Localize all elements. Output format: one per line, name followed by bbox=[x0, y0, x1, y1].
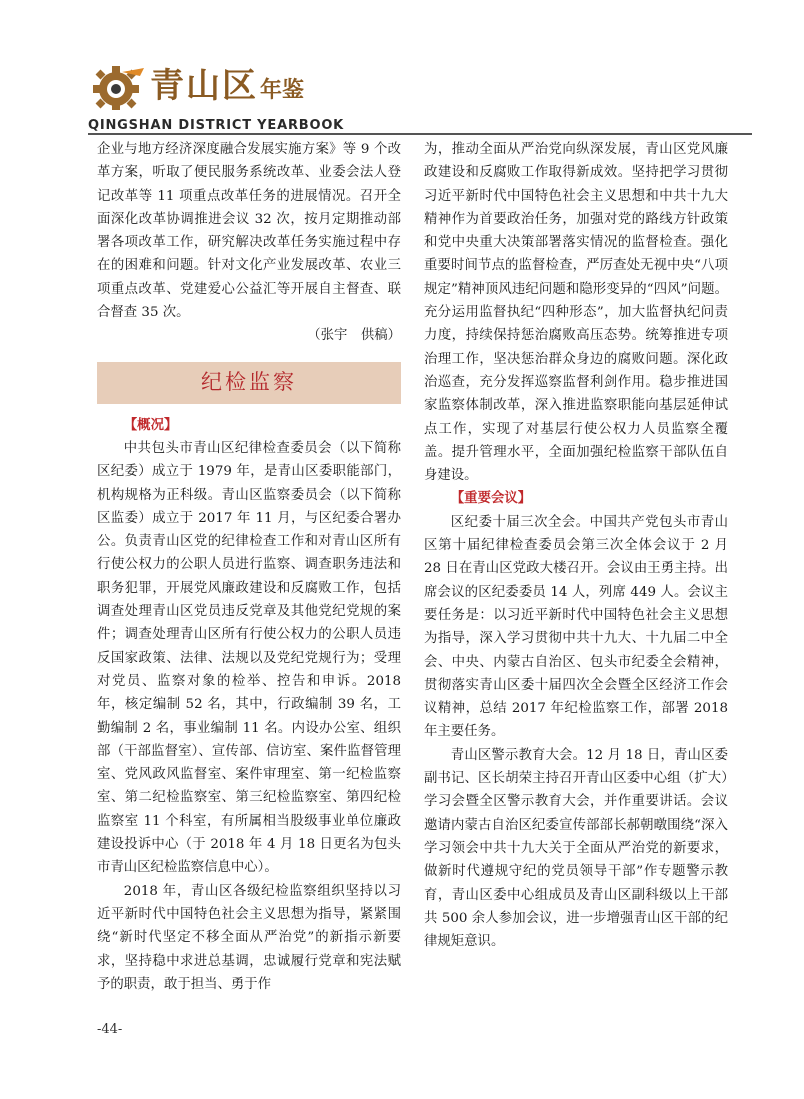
yearbook-title-en: QINGSHAN DISTRICT YEARBOOK bbox=[88, 118, 345, 133]
section-title-box bbox=[97, 362, 401, 404]
yearbook-title-cn: 青山区 bbox=[150, 66, 258, 106]
right-paragraph-1: 为，推动全面从严治党向纵深发展，青山区党风廉政建设和反腐败工作取得新成效。坚持把学习贯彻习近平新时代中国特色社会主义思想和中共十九大精神作为首要政治任务，加强对党的路线方针政策和党中央重大决策部署落实情况的监督检查。强化重要时间节点的监督检查，严厉查处无视中央“八项规定”精神顶风违纪问题和隐形变异的“四风”问题。充分运用监督执纪“四种形态”，加大监督执纪问责力度，持续保持惩治腐败高压态势。统筹推进专项治理工作，坚决惩治群众身边的腐败问题。深化政治巡查，充分发挥巡察监督利剑作用。稳步推进国家监察体制改革，深入推进监察职能向基层延伸试点工作，实现了对基层行使公权力人员监察全覆盖。提升管理水平，全面加强纪检监察干部队伍自身建设。 bbox=[424, 142, 728, 484]
right-paragraph-2: 区纪委十届三次全会。中国共产党包头市青山区第十届纪律检查委员会第三次全体会议于 2 月 28 日在青山区党政大楼召开。会议由王勇主持。出席会议的区纪委委员 14 人，列席 449 人。会议主要任务是：以习近平新时代中国特色社会主义思想为指导，深入学习贯彻中共十九大、十九届二中全会、中央、内蒙古自治区、包头市纪委全会精神，贯彻落实青山区委十届四次全会暨全区经济工作会议精神，总结 2017 年纪检监察工作，部署 2018 年主要任务。 bbox=[424, 514, 728, 740]
left-paragraph-1: 企业与地方经济深度融合发展实施方案》等 9 个改革方案，听取了便民服务系统改革、业委会法人登记改革等 11 项重点改革任务的进展情况。召开全面深化改革协调推进会议 32 次，按月定期推动部署各项改革工作，研究解决改革任务实施过程中存在的困难和问题。针对文化产业发展改革、农业三项重点改革、党建爱心公益汇等开展自主督查、联合督查 35 次。 bbox=[97, 142, 401, 321]
subhead-overview: 【概况】 bbox=[123, 417, 178, 433]
yearbook-title bbox=[150, 58, 304, 107]
header-divider bbox=[88, 133, 752, 135]
yearbook-title-suffix: 年鉴 bbox=[260, 77, 305, 103]
left-column bbox=[97, 138, 401, 996]
left-paragraph-2: 中共包头市青山区纪律检查委员会（以下简称区纪委）成立于 1979 年，是青山区委职能部门，机构规格为正科级。青山区监察委员会（以下简称区监委）成立于 2017 年 11 月，与区纪委合署办公。负责青山区党的纪律检查工作和对青山区所有行使公权力的公职人员进行监察、调查职务违法和职务犯罪，开展党风廉政建设和反腐败工作，包括调查处理青山区党员违反党章及其他党纪党规的案件；调查处理青山区所有行使公权力的公职人员违反国家政策、法律、法规以及党纪党规行为；受理对党员、监察对象的检举、控告和申诉。2018 年，核定编制 52 名，其中，行政编制 39 名，工勤编制 2 名，事业编制 11 名。内设办公室、组织部（干部监督室）、宣传部、信访室、案件监督管理室、党风政风监督室、案件审理室、第一纪检监察室、第二纪检监察室、第三纪检监察室、第四纪检监察室 11 个科室，有所属相当股级事业单位廉政建设投诉中心（于 2018 年 4 月 18 日更名为包头市青山区纪检监察信息中心）。 bbox=[97, 440, 401, 876]
gear-logo-icon bbox=[88, 62, 148, 112]
right-paragraph-3: 青山区警示教育大会。12 月 18 日，青山区委副书记、区长胡荣主持召开青山区委中心组（扩大）学习会暨全区警示教育大会，并作重要讲话。会议邀请内蒙古自治区纪委宣传部部长郝朝暾围绕“深入学习领会中共十九大关于全面从严治党的新要求，做新时代遵规守纪的党员领导干部”作专题警示教育，青山区委中心组成员及青山区副科级以上干部共 500 余人参加会议，进一步增强青山区干部的纪律规矩意识。 bbox=[424, 747, 728, 950]
page-header bbox=[0, 0, 804, 133]
subhead-important-meetings: 【重要会议】 bbox=[450, 491, 532, 507]
section-title: 纪检监察 bbox=[201, 370, 297, 395]
contributor-credit: （张宇 供稿） bbox=[307, 328, 401, 344]
right-column bbox=[424, 138, 728, 953]
left-paragraph-3: 2018 年，青山区各级纪检监察组织坚持以习近平新时代中国特色社会主义思想为指导，紧紧围绕“新时代坚定不移全面从严治党”的新指示新要求，坚持稳中求进总基调，忠诚履行党章和宪法赋予的职责，敢于担当、勇于作 bbox=[97, 883, 401, 992]
page-number: -44- bbox=[97, 1022, 123, 1037]
